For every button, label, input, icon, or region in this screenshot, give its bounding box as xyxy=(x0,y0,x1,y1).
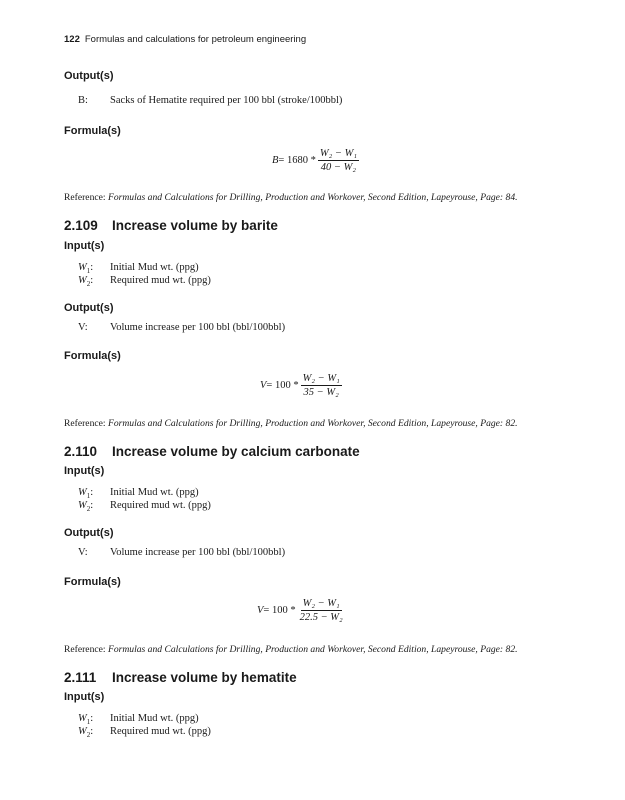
output-symbol: V: xyxy=(78,547,88,558)
output-row xyxy=(78,95,342,106)
formula-heading: Formula(s) xyxy=(64,576,121,588)
input-description: Required mud wt. (ppg) xyxy=(110,726,211,737)
input-subscript: 1 xyxy=(86,718,91,727)
formula-numerator: W₂ − W₁ xyxy=(302,598,340,609)
section-number: 2.111 xyxy=(64,670,97,685)
reference-prefix: Reference: xyxy=(64,644,108,655)
input-subscript: 2 xyxy=(86,731,91,740)
section-title: Increase volume by barite xyxy=(112,218,278,233)
output-symbol: V: xyxy=(78,322,88,333)
output-description: Volume increase per 100 bbl (bbl/100bbl) xyxy=(110,547,286,558)
output-heading: Output(s) xyxy=(64,527,114,539)
formula-numerator: W₂ − W₁ xyxy=(319,148,357,159)
reference-prefix: Reference: xyxy=(64,192,108,203)
input-symbol: W xyxy=(78,262,87,273)
running-title: Formulas and calculations for petroleum engineering xyxy=(84,34,307,45)
reference-book: Formulas and Calculations for Drilling, Production and Workover, Second Edition, Lapeyrouse, Page: 82. xyxy=(107,418,518,429)
input-subscript: 1 xyxy=(86,492,91,501)
input-heading: Input(s) xyxy=(64,465,105,477)
input-symbol: W xyxy=(78,275,87,286)
input-row: $W_2$: Required mud wt. (ppg) xyxy=(78,275,211,289)
section-heading xyxy=(64,218,278,233)
page-number: 122 xyxy=(64,34,80,45)
input-symbol: W xyxy=(78,487,87,498)
running-head xyxy=(64,34,306,45)
input-subscript: 2 xyxy=(86,505,91,514)
formula-lhs: V xyxy=(257,605,264,616)
formula-equation xyxy=(257,598,345,623)
input-symbol: W xyxy=(78,726,87,737)
output-heading: Output(s) xyxy=(64,70,114,82)
output-description: Volume increase per 100 bbl (bbl/100bbl) xyxy=(110,322,286,333)
formula-fraction xyxy=(301,373,342,398)
output-heading: Output(s) xyxy=(64,302,114,314)
formula-coefficient: = 100 * xyxy=(266,380,299,391)
input-description: Initial Mud wt. (ppg) xyxy=(110,487,199,498)
output-description: Sacks of Hematite required per 100 bbl (stroke/100bbl) xyxy=(110,95,343,106)
formula-lhs: B xyxy=(272,155,279,166)
input-row: $W_2$: Required mud wt. (ppg) xyxy=(78,500,211,514)
reference-prefix: Reference: xyxy=(64,418,108,429)
input-row: $W_2$: Required mud wt. (ppg) xyxy=(78,726,211,740)
input-heading: Input(s) xyxy=(64,240,105,252)
input-subscript: 1 xyxy=(86,267,91,276)
formula-fraction xyxy=(298,598,345,623)
section-heading xyxy=(64,670,297,685)
formula-equation xyxy=(260,373,342,398)
formula-lhs: V xyxy=(260,380,267,391)
formula-denominator: 22.5 − W₂ xyxy=(299,612,343,623)
formula-denominator: 40 − W₂ xyxy=(320,162,357,173)
output-row xyxy=(78,547,285,558)
section-number: 2.109 xyxy=(64,218,98,233)
formula-heading: Formula(s) xyxy=(64,125,121,137)
input-description: Initial Mud wt. (ppg) xyxy=(110,262,199,273)
section-number: 2.110 xyxy=(64,444,98,459)
section-title: Increase volume by hematite xyxy=(112,670,297,685)
formula-heading: Formula(s) xyxy=(64,350,121,362)
section-heading xyxy=(64,444,360,459)
formula-fraction xyxy=(318,148,359,173)
formula-denominator: 35 − W₂ xyxy=(303,387,339,398)
reference-book: Formulas and Calculations for Drilling, Production and Workover, Second Edition, Lapeyrouse, Page: 84. xyxy=(107,192,518,203)
input-heading: Input(s) xyxy=(64,691,105,703)
output-symbol: B: xyxy=(78,95,88,106)
reference-line xyxy=(64,644,518,655)
input-description: Required mud wt. (ppg) xyxy=(110,275,211,286)
input-description: Initial Mud wt. (ppg) xyxy=(110,713,199,724)
section-title: Increase volume by calcium carbonate xyxy=(112,444,360,459)
reference-book: Formulas and Calculations for Drilling, Production and Workover, Second Edition, Lapeyrouse, Page: 82. xyxy=(107,644,518,655)
input-symbol: W xyxy=(78,713,87,724)
formula-coefficient: = 100 * xyxy=(263,605,296,616)
input-row: $W_1$: Initial Mud wt. (ppg) xyxy=(78,262,199,276)
input-symbol: W xyxy=(78,500,87,511)
formula-equation xyxy=(272,148,359,173)
input-description: Required mud wt. (ppg) xyxy=(110,500,211,511)
formula-numerator: W₂ − W₁ xyxy=(302,373,340,384)
input-row: $W_1$: Initial Mud wt. (ppg) xyxy=(78,487,199,501)
input-subscript: 2 xyxy=(86,280,91,289)
reference-line xyxy=(64,418,518,429)
input-row: $W_1$: Initial Mud wt. (ppg) xyxy=(78,713,199,727)
formula-coefficient: = 1680 * xyxy=(278,155,316,166)
reference-line xyxy=(64,192,518,203)
output-row xyxy=(78,322,285,333)
